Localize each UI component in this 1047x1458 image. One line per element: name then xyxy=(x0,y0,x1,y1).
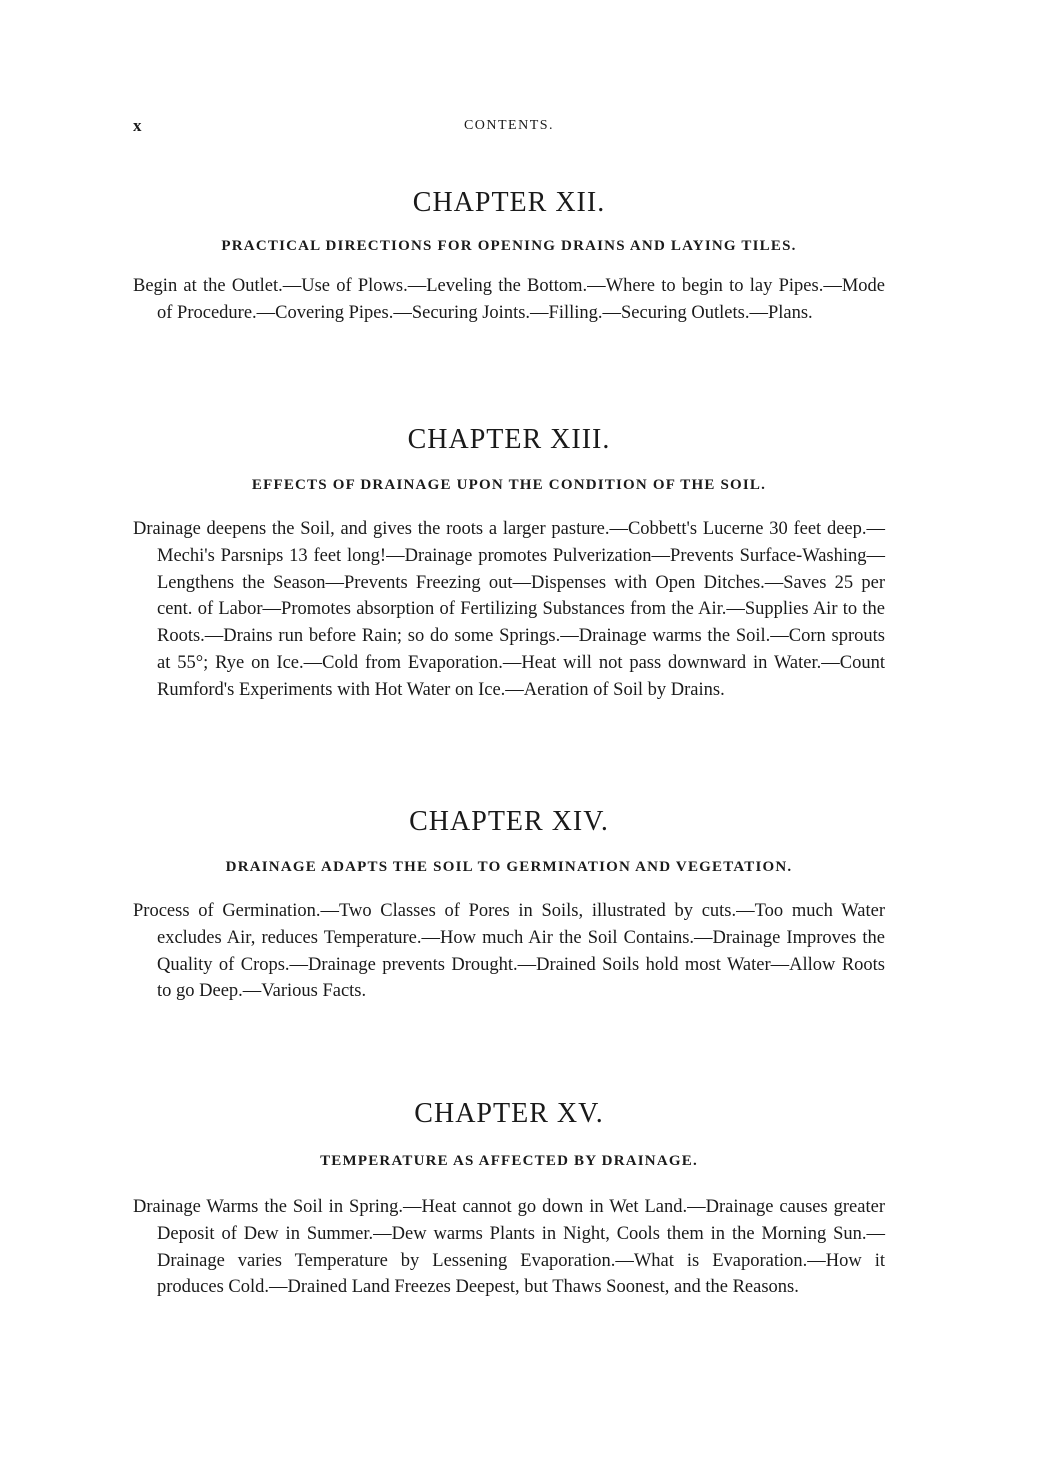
chapter-title: CHAPTER XV. xyxy=(414,1098,604,1129)
chapter-xiv-entry xyxy=(133,805,885,1005)
chapter-xiii-entry xyxy=(133,423,885,704)
chapter-summary: Drainage Warms the Soil in Spring.—Heat cannot go down in Wet Land.—Drainage causes greater Deposit of Dew in Summer.—Dew warms Plants in Night, Cools them in the Morning Sun.—Drainage varies Temperature by Lessening Evaporation.—What is Evaporation.—How it produces Cold.—Drained Land Freezes Deepest, but Thaws Soonest, and the Reasons. xyxy=(133,1197,885,1298)
chapter-subject: EFFECTS OF DRAINAGE UPON THE CONDITION OF THE SOIL. xyxy=(251,477,767,493)
chapter-xv-entry xyxy=(133,1097,885,1301)
chapter-subject: PRACTICAL DIRECTIONS FOR OPENING DRAINS AND LAYING TILES. xyxy=(221,238,797,254)
chapter-title: CHAPTER XII. xyxy=(412,187,606,218)
chapter-title: CHAPTER XIV. xyxy=(409,806,609,837)
chapter-summary: Drainage deepens the Soil, and gives the roots a larger pasture.—Cobbett's Lucerne 30 feet deep.—Mechi's Parsnips 13 feet long!—Drainage promotes Pulverization—Prevents Surface-Washing—Lengthens the Season—Prevents Freezing out—Dispenses with Open Ditches.—Saves 25 per cent. of Labor—Promotes absorption of Fertilizing Substances from the Air.—Supplies Air to the Roots.—Drains run before Rain; so do some Springs.—Drainage warms the Soil.—Corn sprouts at 55°; Rye on Ice.—Cold from Evaporation.—Heat will not pass downward in Water.—Count Rumford's Experiments with Hot Water on Ice.—Aeration of Soil by Drains. xyxy=(133,519,885,700)
page-number: x xyxy=(133,116,143,135)
chapter-xii-entry xyxy=(133,186,885,327)
chapter-summary: Process of Germination.—Two Classes of Pores in Soils, illustrated by cuts.—Too much Water excludes Air, reduces Temperature.—How much Air the Soil Contains.—Drainage Improves the Quality of Crops.—Drainage prevents Drought.—Drained Soils hold most Water—Allow Roots to go Deep.—Various Facts. xyxy=(133,901,885,1002)
chapter-summary: Begin at the Outlet.—Use of Plows.—Leveling the Bottom.—Where to begin to lay Pipes.—Mode of Procedure.—Covering Pipes.—Securing Joints.—Filling.—Securing Outlets.—Plans. xyxy=(133,276,885,323)
running-title: CONTENTS. xyxy=(463,118,555,133)
chapter-subject: DRAINAGE ADAPTS THE SOIL TO GERMINATION AND VEGETATION. xyxy=(225,859,793,875)
running-head xyxy=(133,116,885,144)
chapter-title: CHAPTER XIII. xyxy=(407,424,611,455)
chapter-subject: TEMPERATURE AS AFFECTED BY DRAINAGE. xyxy=(320,1153,698,1169)
